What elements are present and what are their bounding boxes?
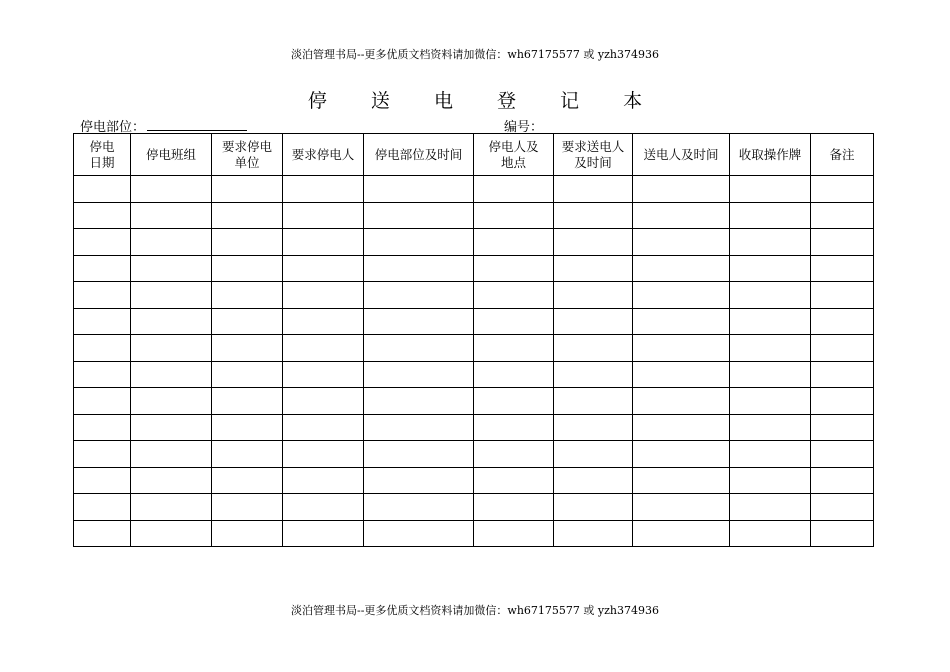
table-cell[interactable] <box>730 520 811 547</box>
table-cell[interactable] <box>730 282 811 309</box>
table-cell[interactable] <box>212 414 283 441</box>
column-header-label: 停电人及 地点 <box>488 138 539 170</box>
table-cell[interactable] <box>811 467 874 494</box>
table-row <box>74 335 874 362</box>
department-label: 停电部位： <box>80 120 146 135</box>
column-header <box>730 134 811 176</box>
table-cell[interactable] <box>633 282 730 309</box>
table-cell[interactable] <box>74 520 131 547</box>
table-row <box>74 520 874 547</box>
department-blank[interactable] <box>147 118 247 131</box>
table-cell[interactable] <box>283 176 364 203</box>
table-cell[interactable] <box>131 441 212 468</box>
table-cell[interactable] <box>554 335 633 362</box>
table-cell[interactable] <box>474 308 554 335</box>
column-header-label: 要求送电人 及时间 <box>561 138 625 170</box>
table-row <box>74 441 874 468</box>
table-cell[interactable] <box>811 520 874 547</box>
table-row <box>74 388 874 415</box>
column-header <box>554 134 633 176</box>
table-cell[interactable] <box>811 176 874 203</box>
table-cell[interactable] <box>364 282 474 309</box>
table-cell[interactable] <box>131 229 212 256</box>
table-cell[interactable] <box>364 176 474 203</box>
table-cell[interactable] <box>283 441 364 468</box>
table-cell[interactable] <box>633 335 730 362</box>
table-cell[interactable] <box>730 494 811 521</box>
table-cell[interactable] <box>283 467 364 494</box>
table-cell[interactable] <box>283 361 364 388</box>
table-cell[interactable] <box>633 467 730 494</box>
table-cell[interactable] <box>554 176 633 203</box>
table-cell[interactable] <box>730 308 811 335</box>
number-label: 编号： <box>504 120 544 135</box>
table-cell[interactable] <box>811 361 874 388</box>
table-cell[interactable] <box>474 282 554 309</box>
table-cell[interactable] <box>74 335 131 362</box>
table-cell[interactable] <box>474 255 554 282</box>
table-cell[interactable] <box>283 202 364 229</box>
table-cell[interactable] <box>633 388 730 415</box>
column-header <box>633 134 730 176</box>
table-cell[interactable] <box>554 520 633 547</box>
table-cell[interactable] <box>212 388 283 415</box>
table-cell[interactable] <box>811 388 874 415</box>
table-cell[interactable] <box>474 520 554 547</box>
column-header <box>364 134 474 176</box>
table-cell[interactable] <box>474 388 554 415</box>
table-header-row <box>74 134 874 176</box>
table-cell[interactable] <box>283 388 364 415</box>
table-cell[interactable] <box>131 335 212 362</box>
table-cell[interactable] <box>74 202 131 229</box>
column-header-label: 送电人及时间 <box>643 146 719 162</box>
table-cell[interactable] <box>74 361 131 388</box>
table-cell[interactable] <box>283 414 364 441</box>
table-cell[interactable] <box>730 335 811 362</box>
column-header <box>212 134 283 176</box>
table-cell[interactable] <box>131 414 212 441</box>
table-cell[interactable] <box>730 176 811 203</box>
table-cell[interactable] <box>364 441 474 468</box>
table-cell[interactable] <box>633 255 730 282</box>
table-cell[interactable] <box>283 308 364 335</box>
table-cell[interactable] <box>811 441 874 468</box>
table-cell[interactable] <box>633 308 730 335</box>
table-cell[interactable] <box>283 520 364 547</box>
table-cell[interactable] <box>74 282 131 309</box>
table-cell[interactable] <box>633 414 730 441</box>
table-row <box>74 282 874 309</box>
table-row <box>74 494 874 521</box>
table-cell[interactable] <box>554 229 633 256</box>
table-cell[interactable] <box>474 467 554 494</box>
register-table <box>73 133 874 547</box>
table-cell[interactable] <box>730 361 811 388</box>
table-cell[interactable] <box>811 414 874 441</box>
table-cell[interactable] <box>730 388 811 415</box>
column-header <box>811 134 874 176</box>
table-cell[interactable] <box>131 361 212 388</box>
table-cell[interactable] <box>474 335 554 362</box>
table-cell[interactable] <box>131 388 212 415</box>
table-cell[interactable] <box>554 441 633 468</box>
table-cell[interactable] <box>74 494 131 521</box>
table-cell[interactable] <box>364 414 474 441</box>
column-header-label: 停电 日期 <box>89 138 115 170</box>
table-cell[interactable] <box>633 176 730 203</box>
table-cell[interactable] <box>364 361 474 388</box>
table-cell[interactable] <box>554 308 633 335</box>
table-cell[interactable] <box>212 255 283 282</box>
table-cell[interactable] <box>633 361 730 388</box>
table-cell[interactable] <box>74 308 131 335</box>
table-cell[interactable] <box>811 494 874 521</box>
table-cell[interactable] <box>74 176 131 203</box>
table-cell[interactable] <box>131 202 212 229</box>
table-cell[interactable] <box>811 308 874 335</box>
table-cell[interactable] <box>364 308 474 335</box>
table-cell[interactable] <box>131 176 212 203</box>
table-cell[interactable] <box>633 494 730 521</box>
table-cell[interactable] <box>554 361 633 388</box>
header-note: 淡泊管理书局--更多优质文档资料请加微信：wh67175577 或 yzh374936 <box>291 48 659 61</box>
table-cell[interactable] <box>730 229 811 256</box>
table-cell[interactable] <box>212 308 283 335</box>
table-cell[interactable] <box>730 414 811 441</box>
table-cell[interactable] <box>364 229 474 256</box>
table-cell[interactable] <box>364 494 474 521</box>
table-cell[interactable] <box>811 335 874 362</box>
column-header-label: 停电部位及时间 <box>374 146 463 162</box>
table-cell[interactable] <box>474 494 554 521</box>
table-row <box>74 202 874 229</box>
table-cell[interactable] <box>633 441 730 468</box>
table-cell[interactable] <box>811 282 874 309</box>
table-cell[interactable] <box>554 388 633 415</box>
table-cell[interactable] <box>131 520 212 547</box>
table-row <box>74 414 874 441</box>
table-cell[interactable] <box>212 335 283 362</box>
table-cell[interactable] <box>474 414 554 441</box>
table-cell[interactable] <box>474 176 554 203</box>
table-cell[interactable] <box>212 520 283 547</box>
column-header-label: 收取操作牌 <box>738 146 802 162</box>
table-row <box>74 255 874 282</box>
table-cell[interactable] <box>283 282 364 309</box>
column-header-label: 要求停电 单位 <box>221 138 272 170</box>
table-cell[interactable] <box>283 335 364 362</box>
table-body <box>74 176 874 547</box>
column-header <box>74 134 131 176</box>
table-cell[interactable] <box>364 255 474 282</box>
table-cell[interactable] <box>474 441 554 468</box>
table-row <box>74 308 874 335</box>
table-cell[interactable] <box>74 229 131 256</box>
table-cell[interactable] <box>74 388 131 415</box>
table-cell[interactable] <box>364 335 474 362</box>
column-header-label: 备注 <box>829 146 855 162</box>
table-cell[interactable] <box>730 255 811 282</box>
table-cell[interactable] <box>212 467 283 494</box>
table-row <box>74 229 874 256</box>
table-cell[interactable] <box>74 255 131 282</box>
column-header <box>474 134 554 176</box>
table-cell[interactable] <box>131 467 212 494</box>
table-cell[interactable] <box>633 229 730 256</box>
table-cell[interactable] <box>131 494 212 521</box>
table-cell[interactable] <box>554 467 633 494</box>
footer-note: 淡泊管理书局--更多优质文档资料请加微信：wh67175577 或 yzh374936 <box>291 604 659 617</box>
table-cell[interactable] <box>364 467 474 494</box>
table-cell[interactable] <box>474 229 554 256</box>
table-cell[interactable] <box>283 494 364 521</box>
table-row <box>74 361 874 388</box>
table-cell[interactable] <box>474 202 554 229</box>
table-cell[interactable] <box>811 202 874 229</box>
table-cell[interactable] <box>474 361 554 388</box>
table-cell[interactable] <box>131 282 212 309</box>
table-cell[interactable] <box>74 467 131 494</box>
table-row <box>74 467 874 494</box>
table-cell[interactable] <box>283 255 364 282</box>
table-cell[interactable] <box>74 414 131 441</box>
table-cell[interactable] <box>730 202 811 229</box>
table-cell[interactable] <box>131 255 212 282</box>
table-cell[interactable] <box>212 361 283 388</box>
table-cell[interactable] <box>364 202 474 229</box>
column-header-label: 要求停电人 <box>291 146 355 162</box>
column-header <box>131 134 212 176</box>
table-cell[interactable] <box>633 520 730 547</box>
table-cell[interactable] <box>212 176 283 203</box>
table-cell[interactable] <box>212 229 283 256</box>
table-cell[interactable] <box>554 255 633 282</box>
table-cell[interactable] <box>811 255 874 282</box>
table-cell[interactable] <box>364 388 474 415</box>
table-cell[interactable] <box>212 494 283 521</box>
table-cell[interactable] <box>730 441 811 468</box>
table-cell[interactable] <box>212 282 283 309</box>
table-cell[interactable] <box>364 520 474 547</box>
table-cell[interactable] <box>212 441 283 468</box>
table-cell[interactable] <box>554 414 633 441</box>
table-cell[interactable] <box>811 229 874 256</box>
table-cell[interactable] <box>131 308 212 335</box>
table-cell[interactable] <box>554 202 633 229</box>
page-title: 停 送 电 登 记 本 <box>307 90 662 112</box>
table-cell[interactable] <box>633 202 730 229</box>
column-header <box>283 134 364 176</box>
column-header-label: 停电班组 <box>145 146 196 162</box>
table-cell[interactable] <box>554 494 633 521</box>
table-cell[interactable] <box>283 229 364 256</box>
table-cell[interactable] <box>730 467 811 494</box>
table-cell[interactable] <box>74 441 131 468</box>
table-row <box>74 176 874 203</box>
table-cell[interactable] <box>212 202 283 229</box>
table-cell[interactable] <box>554 282 633 309</box>
